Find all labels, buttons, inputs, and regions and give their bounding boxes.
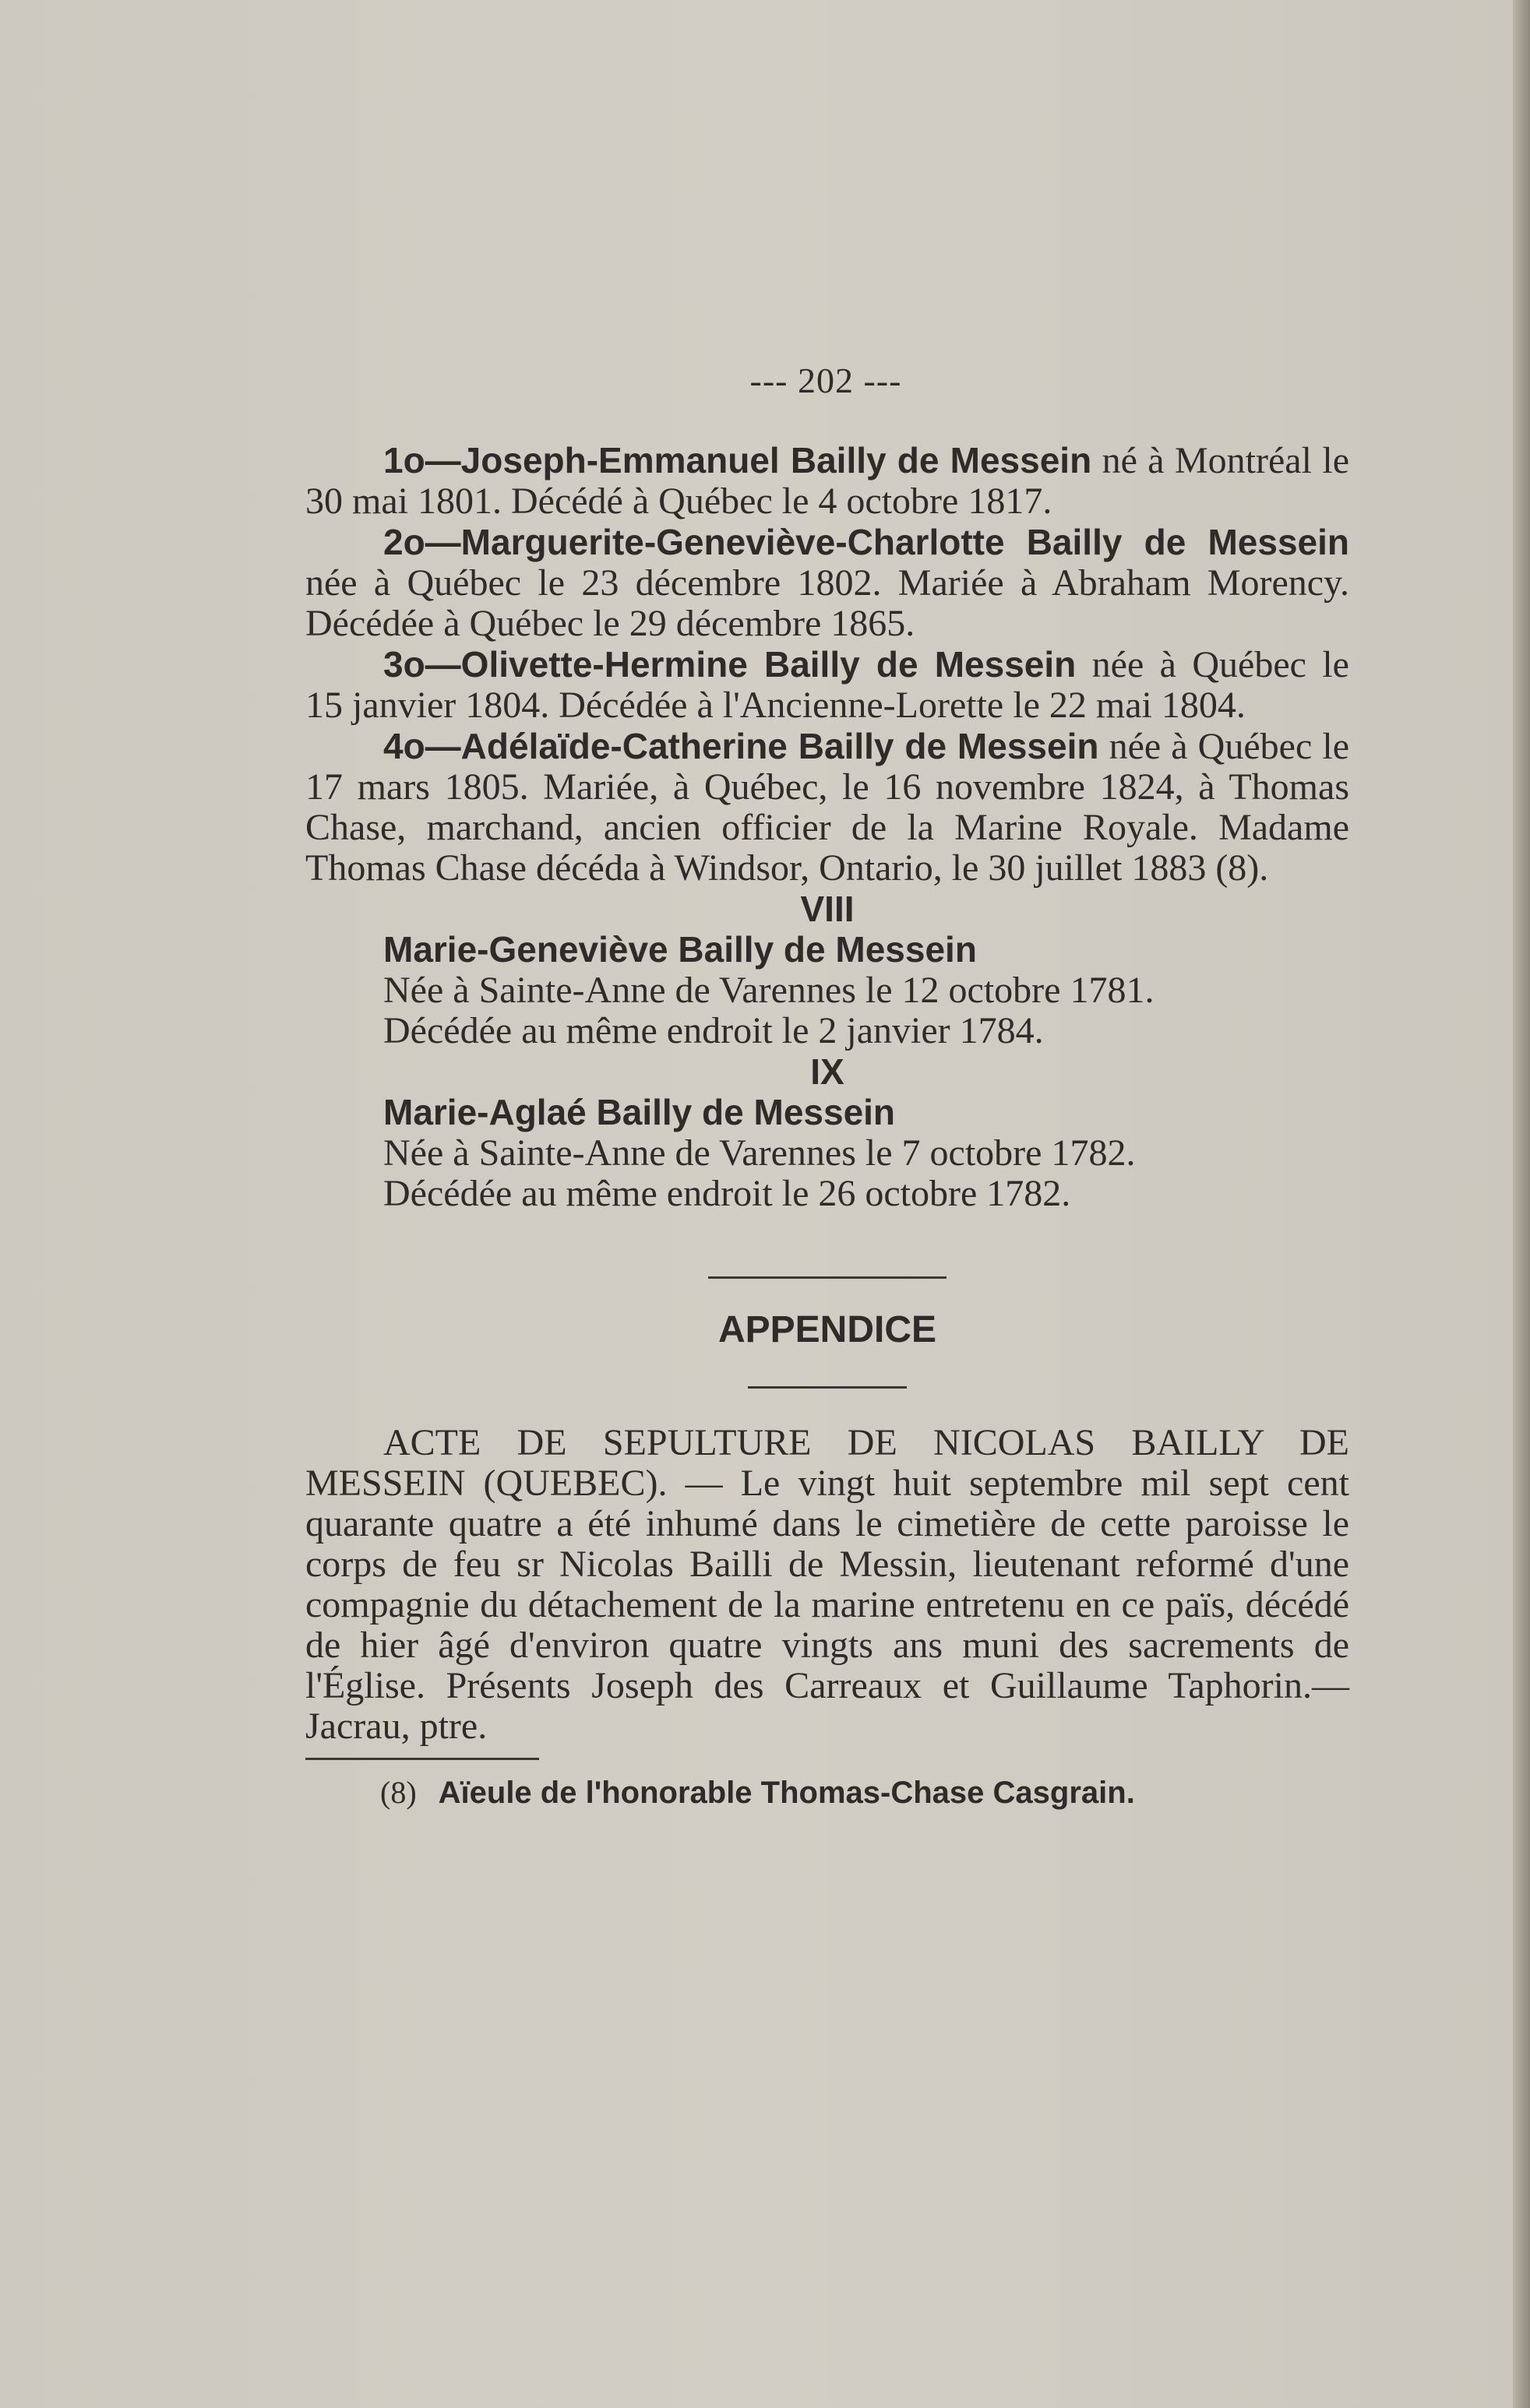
entry-3-text: née à Québec le 15 janvier 1804. Décédée à l'Ancienne-Lorette le 22 mai 1804. bbox=[305, 644, 1349, 726]
entry-3 bbox=[305, 644, 1349, 726]
page-body bbox=[305, 440, 1349, 1810]
footnote-rule bbox=[305, 1758, 539, 1760]
divider-bottom bbox=[748, 1386, 907, 1389]
entry-1-text: né à Montréal le 30 mai 1801. Décédé à Québec le 4 octobre 1817. bbox=[305, 440, 1349, 522]
footnote-number: (8) bbox=[380, 1775, 417, 1810]
entry-2 bbox=[305, 522, 1349, 644]
section-ix-numeral: IX bbox=[810, 1051, 844, 1092]
appendix-text: ACTE DE SEPULTURE DE NICOLAS BAILLY DE MESSEIN (QUEBEC). — Le vingt huit septembre mil sept cent quarante quatre a été inhumé dans le cimetière de cette paroisse le corps de feu sr Nicolas Bailli de Messin, lieutenant reformé d'une compagnie du détachement de la marine entretenu en ce païs, décédé de hier âgé d'environ quatre vingts ans muni des sacrements de l'Église. Présents Joseph des Carreaux et Guillaume Taphorin.—Jacrau, ptre. bbox=[305, 1422, 1349, 1747]
entry-4-text: née à Québec le 17 mars 1805. Mariée, à Québec, le 16 novembre 1824, à Thomas Chase, marchand, ancien officier de la Marine Royale. Madame Thomas Chase décéda à Windsor, Ontario, le 30 juillet 1883 (8). bbox=[305, 726, 1349, 889]
divider-top bbox=[708, 1276, 947, 1279]
entry-2-name: 2o—Marguerite-Geneviève-Charlotte Bailly de Messein bbox=[383, 522, 1349, 562]
entry-4-name: 4o—Adélaïde-Catherine Bailly de Messein bbox=[383, 726, 1099, 766]
section-viii-line2: Décédée au même endroit le 2 janvier 1784. bbox=[383, 1010, 1044, 1051]
section-viii-line1: Née à Sainte-Anne de Varennes le 12 octobre 1781. bbox=[383, 970, 1155, 1011]
entry-3-name: 3o—Olivette-Hermine Bailly de Messein bbox=[383, 644, 1077, 685]
section-viii-name bbox=[383, 929, 1349, 970]
entry-1 bbox=[305, 440, 1349, 522]
section-ix-name bbox=[383, 1092, 1349, 1133]
entry-2-text: née à Québec le 23 décembre 1802. Mariée à Abraham Morency. Décédée à Québec le 29 décembre 1865. bbox=[305, 562, 1349, 644]
section-ix-line2: Décédée au même endroit le 26 octobre 1782. bbox=[383, 1173, 1071, 1214]
section-ix-line1: Née à Sainte-Anne de Varennes le 7 octobre 1782. bbox=[383, 1132, 1136, 1174]
footnote-text: Aïeule de l'honorable Thomas-Chase Casgrain. bbox=[438, 1776, 1135, 1810]
section-viii-numeral: VIII bbox=[800, 889, 855, 929]
page-number: --- 202 --- bbox=[749, 361, 902, 400]
entry-1-name: 1o—Joseph-Emmanuel Bailly de Messein bbox=[383, 440, 1092, 481]
section-ix-name-text: Marie-Aglaé Bailly de Messein bbox=[383, 1092, 896, 1132]
footnote bbox=[380, 1776, 1349, 1810]
entry-4 bbox=[305, 726, 1349, 889]
appendix-title: APPENDICE bbox=[717, 1309, 937, 1350]
section-viii-name-text: Marie-Geneviève Bailly de Messein bbox=[383, 929, 977, 970]
